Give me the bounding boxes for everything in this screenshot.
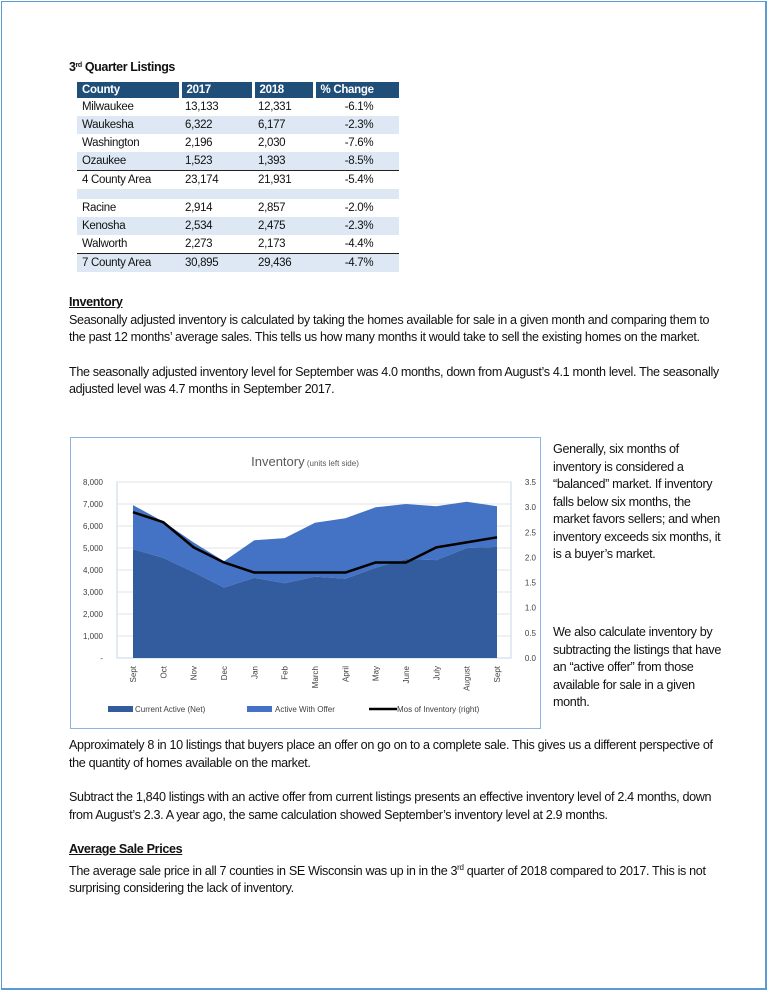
x-axis-tick-label: July [432,666,442,681]
inventory-chart-svg [71,438,540,728]
percent-change: -8.5% [314,152,399,171]
county-name: Waukesha [77,116,180,134]
x-axis-tick-label: May [371,666,381,682]
value-2018: 2,030 [258,137,286,149]
county-name: Kenosha [77,217,180,235]
inventory-section [69,294,719,399]
percent-change: -2.0% [344,202,374,214]
inventory-paragraph-2: The seasonally adjusted inventory level for September was 4.0 months, down from August’s 4.1 month level. The seasonally adjusted level was 4.7 months in September 2017. [69,364,719,396]
inventory-paragraph-1: Seasonally adjusted inventory is calculated by taking the homes available for sale in a given month and comparing them to the past 12 months’ average sales. This tells us how many months it would take to sell the existing homes on the market. [69,312,710,344]
percent-change: -4.4% [344,238,374,250]
table-row [77,116,399,134]
left-axis-tick-label: 7,000 [82,500,103,509]
percent-change: -4.7% [314,254,399,273]
x-axis-tick-label: Jan [250,666,260,679]
x-axis-tick-label: March [311,666,320,689]
x-axis-tick-label: April [341,666,351,683]
county-name: Walworth [82,238,128,250]
header-2018: 2018 [253,82,314,98]
value-2017: 6,322 [180,116,253,134]
side-note-active-offer: We also calculate inventory by subtracting the listings that have an “active offer” from those available for sale in a given month. [553,625,722,709]
value-2018: 6,177 [253,116,314,134]
right-axis-tick-label: 1.5 [524,578,536,588]
x-axis-tick-label: Nov [189,666,199,681]
header-change: % Change [314,82,399,98]
value-2017: 2,196 [185,137,213,149]
left-axis-tick-label: - [100,654,103,663]
county-name: Ozaukee [77,152,180,171]
inventory-section-continued [69,737,719,898]
right-axis-tick-label: 1.0 [524,603,536,613]
right-axis-tick-label: 2.5 [524,528,536,538]
prices-text-b: quarter of 2018 compared to 2017. This is not surprising considering the lack of inventory. [69,863,706,895]
value-2017: 2,534 [180,217,253,235]
table-header-row [77,82,399,98]
value-2017: 23,174 [180,171,253,190]
table-row [77,235,399,254]
percent-change: -6.1% [344,101,374,113]
header-2017: 2017 [180,82,253,98]
left-axis-tick-label: 6,000 [82,522,103,531]
inventory-chart [70,437,541,729]
prices-text-sup: rd [457,862,464,872]
table-row [77,134,399,152]
total-row [77,254,399,273]
table-row [77,217,399,235]
inventory-heading: Inventory [69,295,123,309]
chart-subtitle: (units left side) [304,459,359,468]
legend-label-active-with-offer: Active With Offer [275,705,335,714]
value-2018: 2,475 [253,217,314,235]
legend-swatch-active-with-offer [247,706,272,712]
left-axis-tick-label: 1,000 [82,632,103,641]
inventory-paragraph-4: Subtract the 1,840 listings with an active offer from current listings presents an effective inventory level of 2.4 months, down from August’s 2.3. A year ago, the same calculation showed September’s inventory level at 2.9 months. [69,790,712,822]
left-axis-tick-label: 8,000 [82,478,103,487]
left-axis-tick-label: 3,000 [82,588,103,597]
side-note-balanced-market: Generally, six months of inventory is considered a “balanced” market. If inventory falls below six months, the market favors sellers; and when inventory exceeds six months, it is a buyer’s market. [553,442,721,561]
right-axis-tick-label: 0.0 [524,654,536,663]
county-name: Racine [82,202,116,214]
value-2018: 29,436 [253,254,314,273]
table-row [77,152,399,171]
percent-change: -7.6% [344,137,374,149]
x-axis-tick-label: Oct [159,666,169,679]
value-2017: 13,133 [185,101,219,113]
value-2017: 30,895 [180,254,253,273]
value-2018: 2,857 [258,202,286,214]
county-name: Milwaukee [82,101,134,113]
left-axis-tick-label: 5,000 [82,544,103,553]
legend-label-mos-of-inventory: Mos of Inventory (right) [397,705,480,714]
table-row [77,98,399,116]
chart-title-main: Inventory [251,454,305,469]
table-row [77,199,399,217]
percent-change: -2.3% [314,217,399,235]
value-2018: 1,393 [253,152,314,171]
value-2017: 2,273 [185,238,213,250]
value-2018: 2,173 [258,238,286,250]
county-name: Washington [82,137,140,149]
x-axis-tick-label: Feb [280,666,290,680]
x-axis-tick-label: Sept [129,666,138,683]
listings-table [77,82,399,272]
listings-title: 3rd Quarter Listings [69,60,175,74]
legend-swatch-current-active-net [108,706,133,712]
x-axis-tick-label: Dec [220,666,229,681]
inventory-paragraph-3: Approximately 8 in 10 listings that buyers place an offer on go on to a complete sale. This gives us a different perspective of the quantity of homes available on the market. [69,738,713,770]
chart-title [251,454,359,469]
prices-heading: Average Sale Prices [69,842,183,856]
value-2018: 12,331 [258,101,292,113]
x-axis-tick-label: June [402,666,411,684]
right-axis-tick-label: 2.0 [524,553,536,563]
subtotal-row [77,171,399,190]
percent-change: -5.4% [314,171,399,190]
right-axis-tick-label: 0.5 [524,628,536,638]
right-axis-tick-label: 3.5 [524,478,536,487]
header-county: County [77,82,180,98]
prices-paragraph [69,859,719,898]
right-axis-tick-label: 3.0 [524,503,536,513]
county-name: 4 County Area [77,171,180,190]
x-axis-tick-label: August [462,666,472,691]
left-axis-tick-label: 2,000 [82,610,103,619]
percent-change: -2.3% [314,116,399,134]
value-2018: 21,931 [253,171,314,190]
x-axis-tick-label: Sept [493,666,502,683]
county-name: 7 County Area [77,254,180,273]
spacer-row [77,189,399,199]
value-2017: 1,523 [180,152,253,171]
prices-text-a: The average sale price in all 7 counties in SE Wisconsin was up in in the 3 [69,863,458,878]
left-axis-tick-label: 4,000 [82,566,103,575]
legend-label-current-active-net: Current Active (Net) [135,705,206,714]
value-2017: 2,914 [185,202,213,214]
